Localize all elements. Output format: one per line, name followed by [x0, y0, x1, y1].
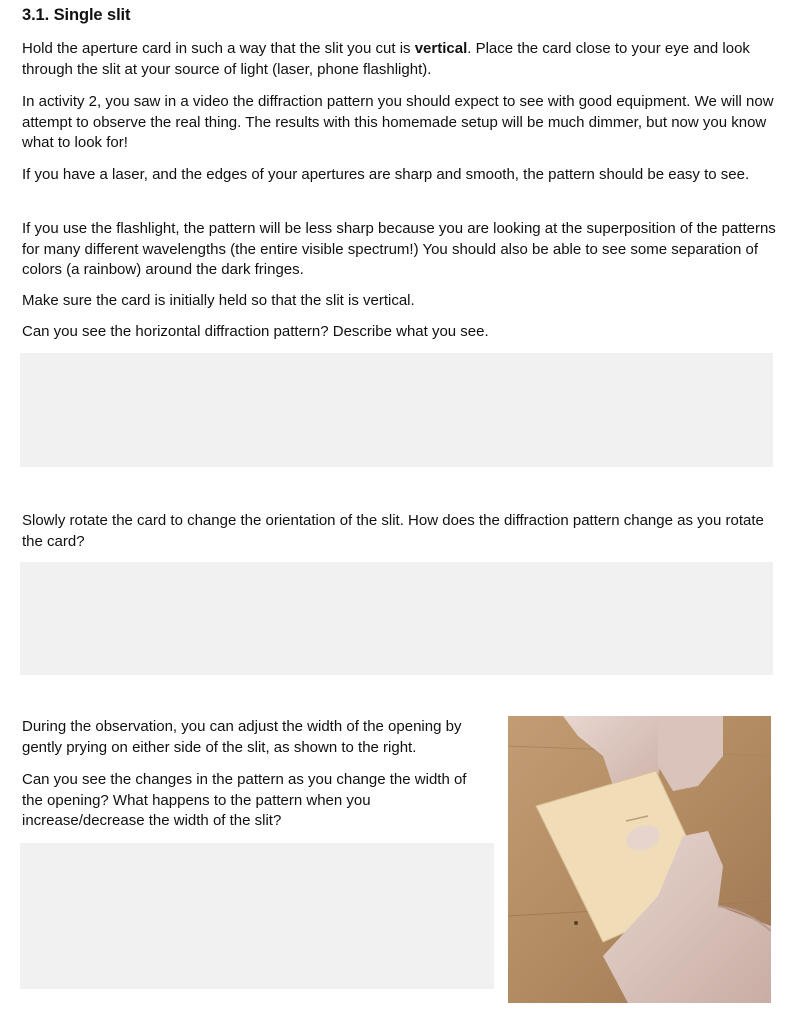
instruction-paragraph-6: During the observation, you can adjust the width of the opening by gently prying on either side of the slit, as shown to the right.: [22, 718, 462, 756]
answer-box-3[interactable]: [20, 843, 494, 989]
instruction-paragraph-5: Make sure the card is initially held so that the slit is vertical.: [22, 292, 415, 309]
question-3: Can you see the changes in the pattern as you change the width of the opening? What happens to the pattern when you increase/decrease the width of the slit?: [22, 771, 467, 829]
hands-holding-card-photo: [508, 716, 771, 1003]
answer-box-2[interactable]: [20, 562, 773, 675]
vertical-emphasis: vertical: [414, 40, 468, 57]
question-1: Can you see the horizontal diffraction pattern? Describe what you see.: [22, 323, 489, 340]
question-2: Slowly rotate the card to change the orientation of the slit. How does the diffraction pattern change as you rotate the card?: [22, 512, 764, 550]
instruction-paragraph-2: In activity 2, you saw in a video the diffraction pattern you should expect to see with good equipment. We will now attempt to observe the real thing. The results with this homemade setup will be much dimmer, but now you know what to look for!: [22, 93, 774, 151]
instruction-paragraph-4: If you use the flashlight, the pattern will be less sharp because you are looking at the superposition of the patterns for many different wavelengths (the entire visible spectrum!) You should also be able to see some separation of colors (a rainbow) around the dark fringes.: [22, 220, 776, 278]
answer-box-1[interactable]: [20, 353, 773, 467]
instruction-paragraph-1: Hold the aperture card in such a way that the slit you cut is vertical. Place the card close to your eye and look through the slit at your source of light (laser, phone flashlight).: [22, 40, 750, 78]
section-heading: 3.1. Single slit: [22, 6, 131, 24]
instruction-paragraph-3: If you have a laser, and the edges of your apertures are sharp and smooth, the pattern should be easy to see.: [22, 166, 750, 183]
photo-illustration: [508, 716, 771, 1003]
